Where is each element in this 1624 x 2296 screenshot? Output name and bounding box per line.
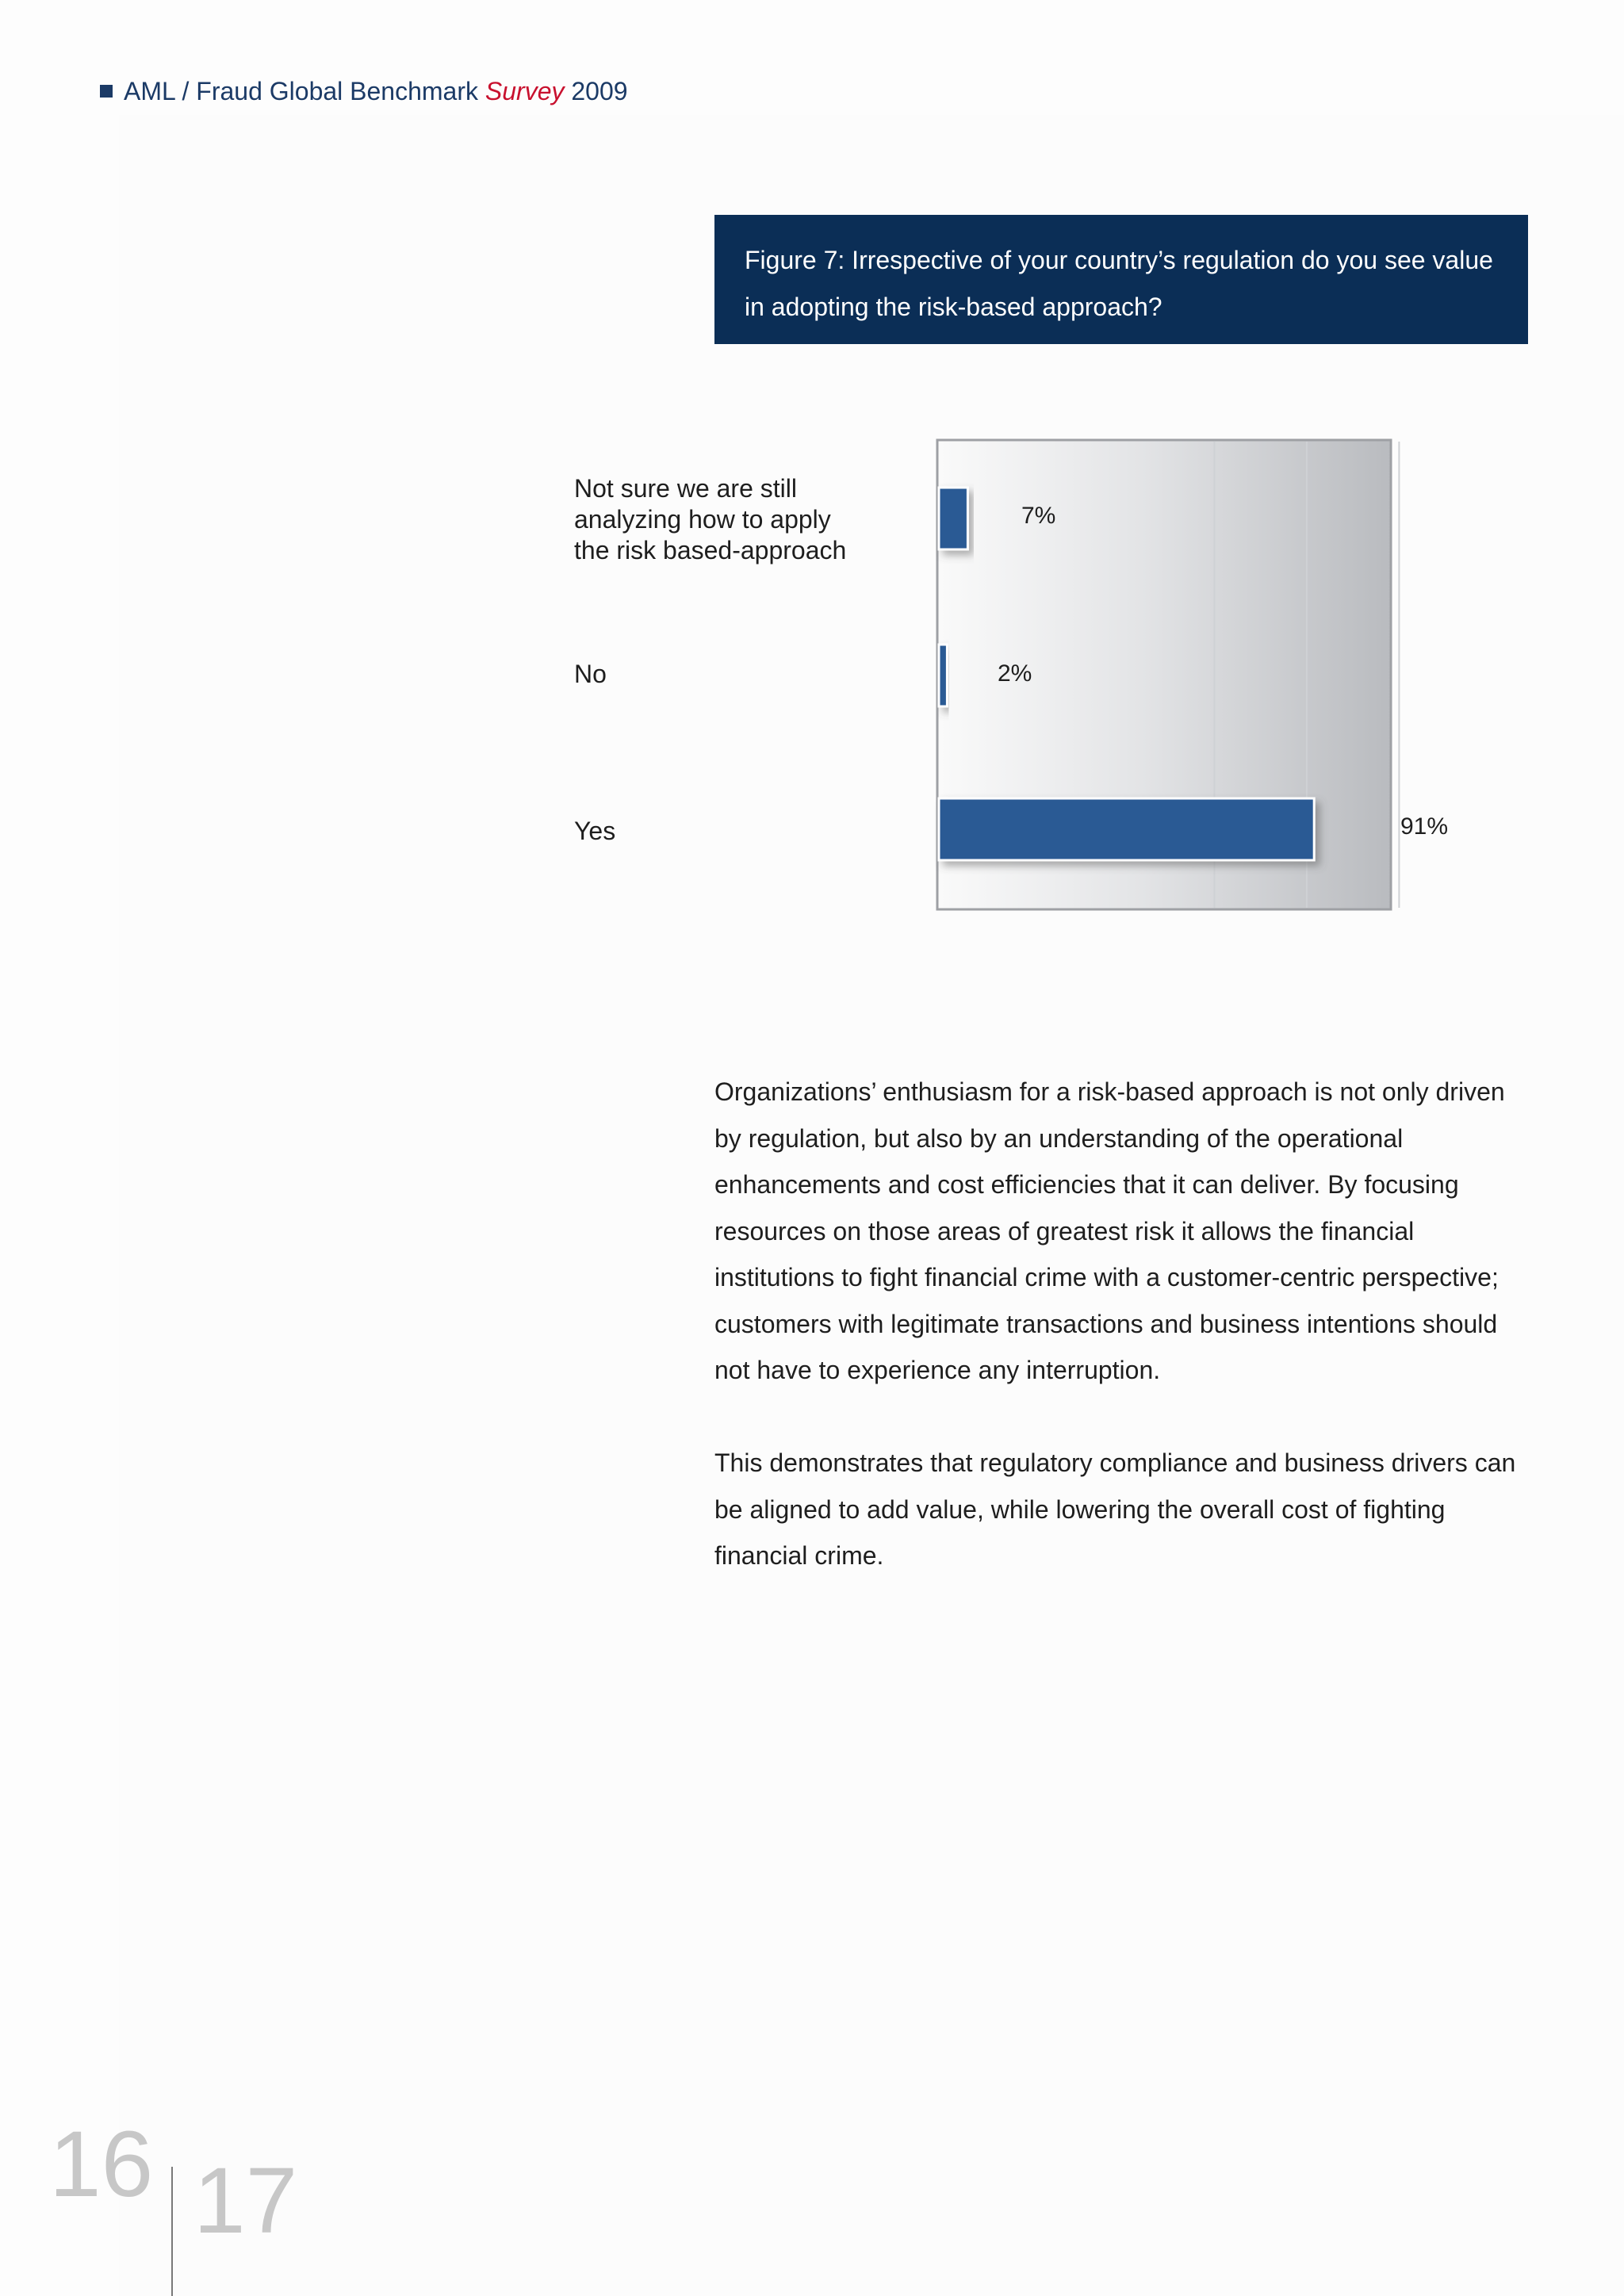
category-label-no: No — [574, 660, 607, 688]
page-number-divider — [171, 2167, 173, 2296]
figure-caption-box — [714, 215, 1528, 344]
value-label-yes: 91% — [1400, 813, 1449, 840]
bar-0 — [939, 488, 967, 549]
page-number-right: 17 — [193, 2149, 298, 2253]
header-title-prefix: AML / Fraud Global Benchmark — [124, 76, 485, 105]
bar-1 — [939, 645, 947, 706]
body-paragraph-1: Organizations’ enthusiasm for a risk-based approach is not only driven by regulation, but also by an understanding of the operational enhancements and cost efficiencies that it can deliver. By focusing resources on those areas of greatest risk it allows the financial institutions to fight financial crime with a customer-centric perspective; customers with legitimate transactions and business intentions should not have to experience any interruption. — [714, 1077, 1505, 1384]
header-title-italic: Survey — [485, 76, 565, 105]
value-label-no: 2% — [998, 660, 1032, 687]
figure-caption: Figure 7: Irrespective of your country’s regulation do you see value in adopting the risk-based approach? — [745, 246, 1493, 321]
body-paragraph-2: This demonstrates that regulatory compliance and business drivers can be aligned to add value, while lowering the overall cost of fighting financial crime. — [714, 1448, 1516, 1570]
page-number-left: 16 — [49, 2112, 154, 2217]
category-label-not-sure: Not sure we are still analyzing how to apply the risk based-approach — [574, 474, 847, 564]
category-label-yes: Yes — [574, 817, 616, 845]
header-bullet-square — [100, 85, 113, 98]
running-header — [100, 73, 628, 109]
bar-2 — [939, 798, 1314, 860]
header-title-suffix: 2009 — [564, 76, 628, 105]
value-label-not-sure: 7% — [1021, 503, 1056, 529]
